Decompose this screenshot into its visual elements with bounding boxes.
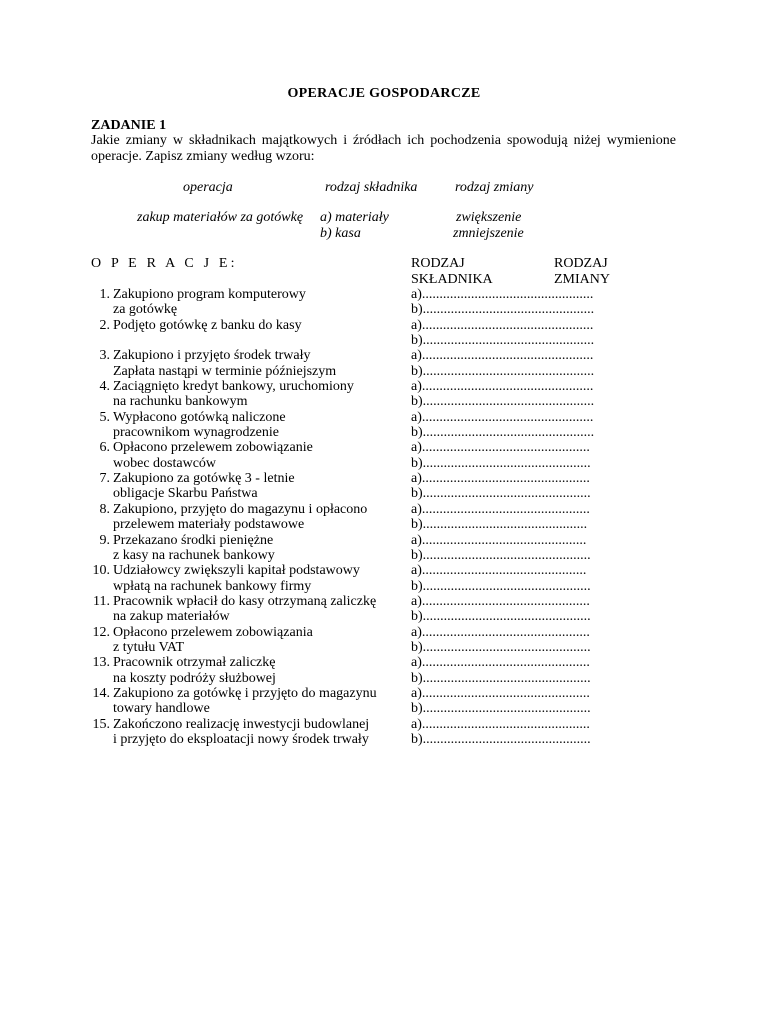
answer-blank[interactable]: b)................................................ [411,701,591,717]
operation-text: Przekazano środki pieniężne [113,532,274,548]
answer-blank[interactable]: a)................................................ [411,716,590,732]
operation-line [0,548,768,563]
operation-text: pracownikom wynagrodzenie [113,425,279,441]
operation-line [0,655,768,670]
page-title: OPERACJE GOSPODARCZE [287,86,481,101]
operation-text: na koszty podróży służbowej [113,670,276,686]
operation-text: Podjęto gotówkę z banku do kasy [113,317,302,333]
operation-number: 13. [92,655,110,671]
example-header-component: rodzaj składnika [325,180,418,195]
operation-line [0,671,768,686]
operation-line [0,425,768,440]
answer-blank[interactable]: b)................................................. [411,394,595,410]
operation-number: 15. [92,716,110,732]
operation-text: za gotówkę [113,302,178,318]
operation-line [0,502,768,517]
task-instruction: Jakie zmiany w składnikach majątkowych i źródłach ich pochodzenia spowodują niżej wymienione operacje. Zapisz zmiany według wzoru: [91,133,676,164]
operation-line [0,609,768,624]
operation-line [0,517,768,532]
example-component-a: a) materiały [320,210,389,225]
answer-blank[interactable]: b)................................................ [411,578,591,594]
operation-text: Wypłacono gotówką naliczone [113,409,286,425]
operation-text: z tytułu VAT [113,639,185,655]
operation-number: 7. [99,471,110,487]
answer-blank[interactable]: a)................................................ [411,624,590,640]
operation-text: Zakupiono program komputerowy [113,287,306,302]
operation-line [0,410,768,425]
column-header-component-line1: RODZAJ [411,256,465,271]
operation-line [0,563,768,578]
operation-text: Zakupiono za gotówkę i przyjęto do magazynu [113,685,377,701]
answer-blank[interactable]: b)................................................ [411,455,591,471]
answer-blank[interactable]: a)................................................ [411,440,590,456]
operation-line [0,471,768,486]
answer-blank[interactable]: b)................................................ [411,670,591,686]
answer-blank[interactable]: a)................................................ [411,471,590,487]
operation-number: 12. [92,624,110,640]
operation-text: przelewem materiały podstawowe [113,517,305,533]
operation-line [0,579,768,594]
operation-text: i przyjęto do eksploatacji nowy środek trwały [113,731,369,747]
answer-blank[interactable]: a)................................................. [411,348,594,364]
answer-blank[interactable]: b)................................................. [411,302,595,318]
operation-line [0,440,768,455]
answer-blank[interactable]: b)................................................. [411,363,595,379]
answer-blank[interactable]: a)............................................... [411,532,587,548]
operation-line [0,594,768,609]
operation-text: na zakup materiałów [113,609,230,625]
operation-text: Opłacono przelewem zobowiązania [113,624,313,640]
operation-text: z kasy na rachunek bankowy [113,547,275,563]
column-header-component [411,256,493,288]
operation-number: 2. [99,317,110,333]
example-operation: zakup materiałów za gotówkę [137,210,304,225]
operation-line [0,318,768,333]
operation-number: 4. [99,379,110,395]
operation-number: 5. [99,409,110,425]
operation-line [0,640,768,655]
operation-line [0,486,768,501]
answer-blank[interactable]: b)................................................. [411,333,595,349]
answer-blank[interactable]: a)................................................ [411,593,590,609]
answer-blank[interactable]: a)................................................ [411,501,590,517]
example-change-b: zmniejszenie [453,226,524,241]
example-component-b: b) kasa [320,226,361,241]
operation-line [0,287,768,302]
operation-line [0,302,768,317]
operation-text: obligacje Skarbu Państwa [113,486,258,502]
operation-text: Zakończono realizację inwestycji budowlanej [113,716,370,732]
operation-number: 1. [99,287,110,302]
operation-text: Pracownik wpłacił do kasy otrzymaną zaliczkę [113,593,377,609]
operation-text: Zakupiono i przyjęto środek trwały [113,348,311,364]
operation-line [0,364,768,379]
operations-list [0,287,768,747]
answer-blank[interactable]: b)................................................. [411,425,595,441]
operation-number: 3. [99,348,110,364]
answer-blank[interactable]: b)................................................ [411,609,591,625]
operation-line [0,732,768,747]
answer-blank[interactable]: a)................................................. [411,379,594,395]
operation-line [0,686,768,701]
operation-text: na rachunku bankowym [113,394,248,410]
operation-text: Zakupiono za gotówkę 3 - letnie [113,471,295,487]
example-change-a: zwiększenie [456,210,522,225]
answer-blank[interactable]: a)................................................ [411,685,590,701]
operation-line [0,456,768,471]
operation-line [0,625,768,640]
example-header-operation: operacja [183,180,233,195]
operation-text: wobec dostawców [113,455,217,471]
operation-number: 8. [99,501,110,517]
example-header-change: rodzaj zmiany [455,180,534,195]
operation-text: Zaciągnięto kredyt bankowy, uruchomiony [113,379,354,395]
column-header-change [554,256,610,288]
operation-text: Opłacono przelewem zobowiązanie [113,440,313,456]
operation-text: towary handlowe [113,701,210,717]
answer-blank[interactable]: b)................................................ [411,547,591,563]
operation-number: 14. [92,685,110,701]
operation-number: 10. [92,563,110,579]
operation-line [0,701,768,716]
answer-blank[interactable]: a)................................................. [411,317,594,333]
answer-blank[interactable]: b)............................................... [411,517,588,533]
operation-text: Zapłata nastąpi w terminie późniejszym [113,363,337,379]
answer-blank[interactable]: a)................................................. [411,287,594,302]
answer-blank[interactable]: b)................................................ [411,486,591,502]
operation-line [0,717,768,732]
answer-blank[interactable]: a)............................................... [411,563,587,579]
operation-line [0,379,768,394]
operation-number: 6. [99,440,110,456]
column-header-change-line1: RODZAJ [554,256,608,271]
answer-blank[interactable]: b)................................................ [411,731,591,747]
operation-number: 11. [93,593,110,609]
operation-number: 9. [99,532,110,548]
column-header-change-line2: ZMIANY [554,272,610,287]
operation-text: Udziałowcy zwiększyli kapitał podstawowy [113,563,360,579]
operation-line [0,333,768,348]
operations-heading: O P E R A C J E: [91,256,238,271]
operation-text: wpłatą na rachunek bankowy firmy [113,578,312,594]
operation-line [0,394,768,409]
operation-line [0,348,768,363]
task-heading: ZADANIE 1 [91,118,167,133]
answer-blank[interactable]: a)................................................. [411,409,594,425]
operation-line [0,533,768,548]
column-header-component-line2: SKŁADNIKA [411,272,493,287]
operation-text: Pracownik otrzymał zaliczkę [113,655,276,671]
operation-text: Zakupiono, przyjęto do magazynu i opłacono [113,501,368,517]
answer-blank[interactable]: b)................................................ [411,639,591,655]
answer-blank[interactable]: a)................................................ [411,655,590,671]
